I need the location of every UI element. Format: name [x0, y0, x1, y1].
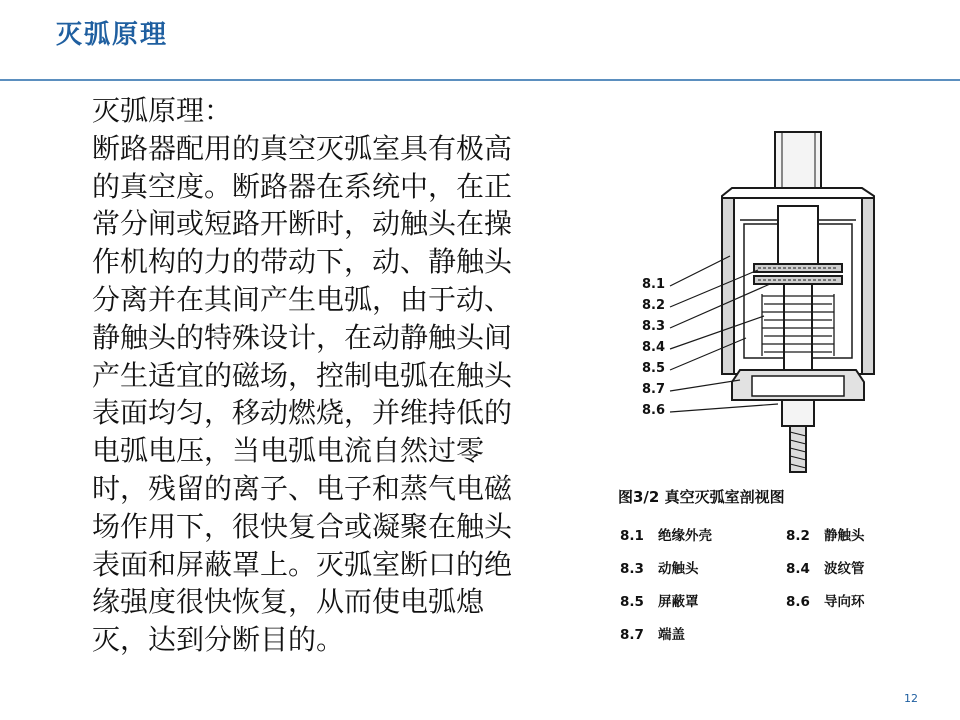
callout-label: 8.3 [642, 319, 666, 334]
slide-title: 灭弧原理 [56, 20, 169, 50]
body-line: 表面均匀，移动燃烧，并维持低的 [92, 396, 513, 430]
legend-number: 8.4 [786, 561, 810, 577]
callout-label: 8.4 [642, 340, 666, 355]
legend-number: 8.5 [620, 594, 644, 610]
legend-row [620, 557, 920, 590]
title-divider [0, 79, 960, 81]
legend-item [620, 557, 699, 577]
body-line: 灭，达到分断目的。 [92, 623, 345, 657]
body-line: 断路器配用的真空灭弧室具有极高 [92, 131, 513, 165]
legend-label: 导向环 [824, 594, 865, 610]
legend-label: 端盖 [658, 627, 685, 643]
body-line: 常分闸或短路开断时，动触头在操 [92, 207, 513, 241]
legend-item [786, 590, 865, 610]
legend-label: 静触头 [824, 528, 865, 544]
legend-number: 8.3 [620, 561, 644, 577]
legend-item [786, 524, 865, 544]
legend-item [620, 623, 685, 643]
callout-label: 8.5 [642, 361, 666, 376]
legend-row [620, 590, 920, 623]
body-line: 作机构的力的带动下，动、静触头 [92, 245, 513, 279]
callout-label: 8.1 [642, 277, 666, 292]
legend-label: 绝缘外壳 [658, 528, 712, 544]
legend-label: 波纹管 [824, 561, 865, 577]
legend-number: 8.6 [786, 594, 810, 610]
legend-label: 屏蔽罩 [658, 594, 699, 610]
callout-label: 8.7 [642, 382, 666, 397]
legend-row [620, 623, 920, 656]
body-line: 分离并在其间产生电弧，由于动、 [92, 282, 513, 316]
legend-number: 8.1 [620, 528, 644, 544]
body-line: 电弧电压，当电弧电流自然过零 [92, 434, 485, 468]
body-line: 时，残留的离子、电子和蒸气电磁 [92, 471, 513, 505]
body-text [92, 92, 592, 659]
figure-caption: 图3/2 真空灭弧室剖视图 [618, 488, 785, 506]
legend-item [786, 557, 865, 577]
body-line: 静触头的特殊设计，在动静触头间 [92, 320, 513, 354]
body-line: 场作用下，很快复合或凝聚在触头 [92, 509, 513, 543]
callout-label: 8.6 [642, 403, 666, 418]
legend-number: 8.7 [620, 627, 644, 643]
body-line: 缘强度很快恢复，从而使电弧熄 [92, 585, 485, 619]
body-line: 的真空度。断路器在系统中，在正 [92, 169, 513, 203]
legend-number: 8.2 [786, 528, 810, 544]
legend-row [620, 524, 920, 557]
legend-label: 动触头 [658, 561, 699, 577]
legend-item [620, 524, 712, 544]
figure-legend [620, 524, 920, 656]
callout-label: 8.2 [642, 298, 666, 313]
legend-item [620, 590, 699, 610]
body-line: 表面和屏蔽罩上。灭弧室断口的绝 [92, 547, 513, 581]
body-line: 灭弧原理： [92, 94, 233, 127]
page-number: 12 [904, 692, 918, 705]
body-line: 产生适宜的磁场，控制电弧在触头 [92, 358, 513, 392]
